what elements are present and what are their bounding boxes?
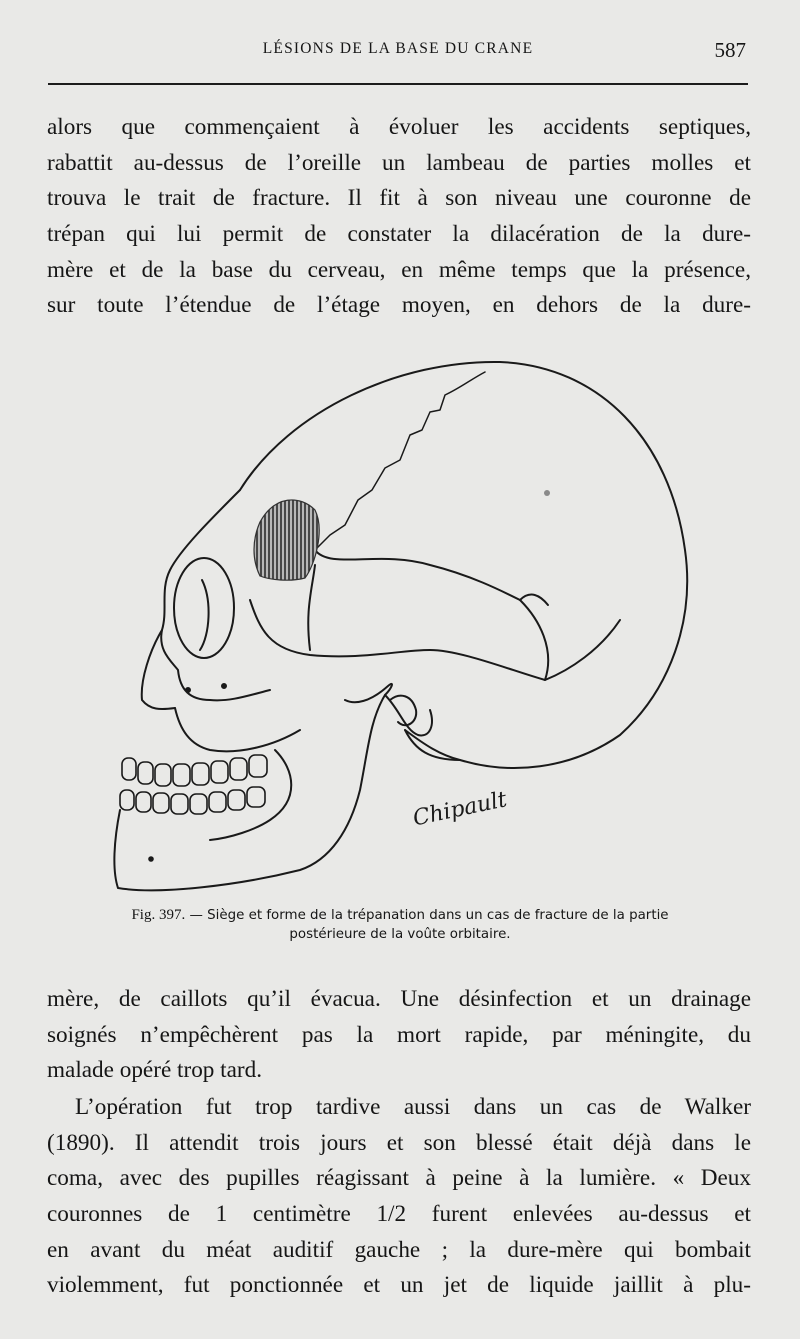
zygomatic-arch <box>250 600 548 680</box>
text-line: soignés n’empêchèrent pas la mort rapide, par méningite, du <box>47 1021 751 1048</box>
signature: Chipault <box>410 787 510 832</box>
paragraph-2 <box>47 982 751 1089</box>
text-line: rabattit au-dessus de l’oreille un lambeau de parties molles et <box>47 149 751 176</box>
paragraph-3 <box>47 1090 751 1304</box>
skull-illustration <box>100 350 700 910</box>
temporal-ridge <box>315 550 520 600</box>
paragraph-1 <box>47 110 751 324</box>
text-line: couronnes de 1 centimètre 1/2 furent enlevées au-dessus et <box>47 1201 751 1228</box>
text-line: L’opération fut trop tardive aussi dans un cas de Walker <box>75 1094 751 1120</box>
text-line: coma, avec des pupilles réagissant à peine à la lumière. « Deux <box>47 1165 751 1192</box>
running-title: LÉSIONS DE LA BASE DU CRANE <box>262 40 534 57</box>
trepanation-area <box>254 500 319 580</box>
upper-teeth <box>122 755 267 786</box>
text-line: violemment, fut ponctionnée et un jet de liquide jaillit à plu- <box>47 1272 751 1299</box>
text-line: en avant du méat auditif gauche ; la dure-mère qui bombait <box>47 1236 751 1263</box>
forehead-outline <box>161 490 270 700</box>
maxilla-outline <box>175 708 300 751</box>
lower-teeth <box>120 787 265 814</box>
header-rule <box>48 83 748 85</box>
text-line: mère et de la base du cerveau, en même temps que la présence, <box>47 256 751 283</box>
caption-line: postérieure de la voûte orbitaire. <box>289 927 511 942</box>
text-line: trépan qui lui permit de constater la dilacération de la dure- <box>47 221 751 248</box>
figure-label: Fig. 397. <box>131 907 186 923</box>
figure-caption <box>40 906 760 944</box>
caption-line: — Siège et forme de la trépanation dans un cas de fracture de la partie <box>189 908 669 923</box>
text-line: mère, de caillots qu’il évacua. Une désinfection et un drainage <box>47 986 751 1012</box>
text-line: malade opéré trop tard. <box>47 1057 263 1084</box>
page-number: 587 <box>714 38 746 62</box>
running-header <box>48 38 748 66</box>
text-line: (1890). Il attendit trois jours et son blessé était déjà dans le <box>47 1129 751 1156</box>
skull-figure <box>100 350 700 910</box>
nose-outline <box>142 630 175 709</box>
text-line: trouva le trait de fracture. Il fit à son niveau une couronne de <box>47 185 751 212</box>
orbit-inner <box>200 580 209 650</box>
text-line: sur toute l’étendue de l’étage moyen, en dehors de la dure- <box>47 292 751 319</box>
text-line: alors que commençaient à évoluer les accidents septiques, <box>47 114 751 140</box>
coronal-suture <box>315 372 485 550</box>
